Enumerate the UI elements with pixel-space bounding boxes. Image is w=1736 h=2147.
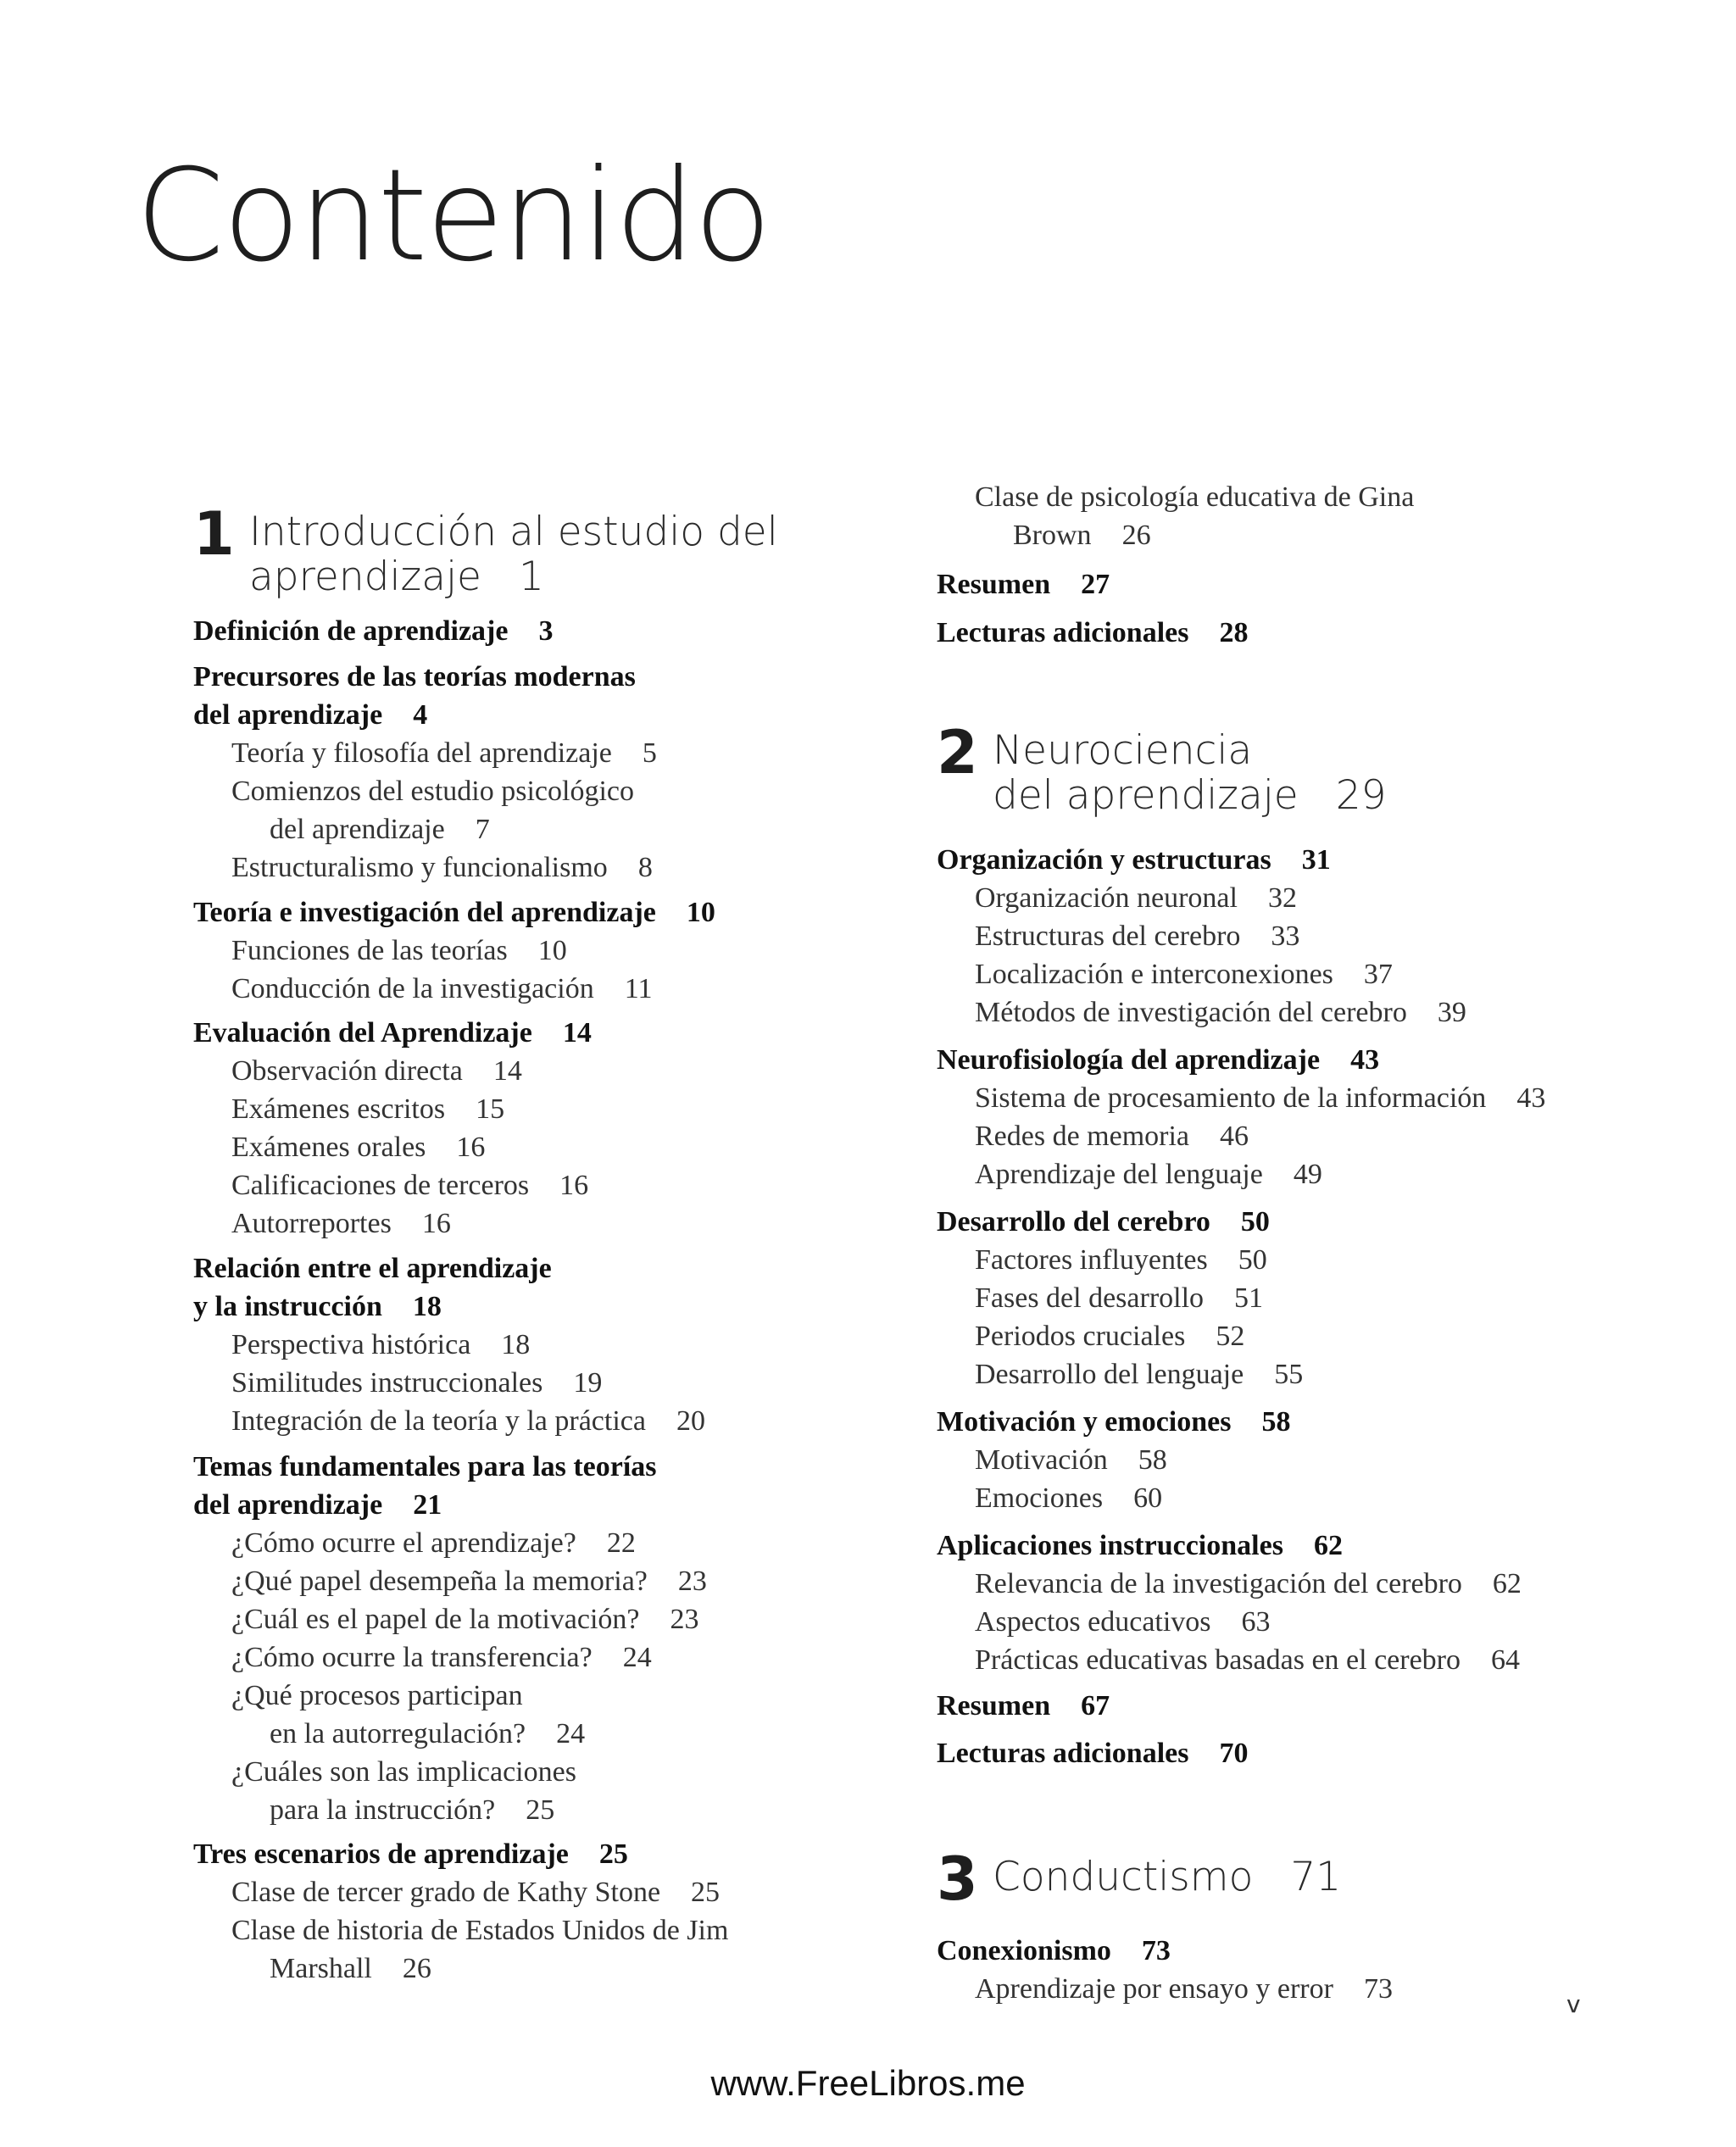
toc-entry-title: Métodos de investigación del cerebro xyxy=(975,997,1407,1028)
chapter-page-number: 71 xyxy=(1290,1854,1342,1900)
toc-entry-title: y la instrucción xyxy=(193,1291,382,1322)
toc-entry-title: Prácticas educativas basadas en el cerebro xyxy=(975,1644,1461,1676)
toc-entry-title: para la instrucción? xyxy=(270,1794,496,1826)
toc-entry-title: Brown xyxy=(1013,520,1092,551)
toc-entry xyxy=(231,772,994,810)
toc-entry xyxy=(231,1911,994,1950)
toc-entry xyxy=(975,1441,1736,1479)
toc-entry xyxy=(975,1970,1736,2008)
chapter-number: 3 xyxy=(937,1844,978,1914)
toc-entry xyxy=(270,1950,1032,1988)
toc-page-number: 43 xyxy=(1516,1082,1546,1114)
toc-entry xyxy=(975,1641,1736,1679)
toc-entry-title: Definición de aprendizaje xyxy=(193,615,509,647)
toc-entry-title: en la autorregulación? xyxy=(270,1718,526,1749)
toc-entry-title: Neurofisiología del aprendizaje xyxy=(937,1044,1321,1076)
toc-page-number: 3 xyxy=(538,615,554,647)
toc-entry-title: Clase de tercer grado de Kathy Stone xyxy=(231,1877,661,1908)
toc-page-number: 64 xyxy=(1491,1644,1520,1676)
toc-entry xyxy=(975,917,1736,955)
footer-url: www.FreeLibros.me xyxy=(710,2063,1026,2103)
toc-entry-title: Precursores de las teorías modernas xyxy=(193,661,636,692)
toc-page-number: 25 xyxy=(598,1838,628,1870)
toc-entry-title: del aprendizaje xyxy=(193,1489,383,1521)
toc-entry xyxy=(975,1241,1736,1279)
toc-entry xyxy=(193,1486,956,1524)
toc-entry xyxy=(937,1403,1700,1441)
chapter-title-line: Introducción al estudio del xyxy=(249,509,778,555)
toc-page-number: 10 xyxy=(537,935,567,966)
toc-entry xyxy=(270,1791,1032,1829)
toc-entry xyxy=(231,1326,994,1364)
toc-entry-title: Teoría e investigación del aprendizaje xyxy=(193,897,656,928)
toc-page-number: 52 xyxy=(1216,1321,1245,1352)
toc-page-number: 39 xyxy=(1437,997,1466,1028)
toc-entry xyxy=(231,1600,994,1638)
toc-entry xyxy=(231,1524,994,1562)
toc-entry-title: Aplicaciones instruccionales xyxy=(937,1530,1283,1561)
toc-page-number: 7 xyxy=(475,814,490,845)
toc-entry-title: ¿Qué papel desempeña la memoria? xyxy=(231,1566,648,1597)
toc-entry xyxy=(193,612,956,650)
toc-entry-title: Localización e interconexiones xyxy=(975,959,1333,990)
toc-page-number: 16 xyxy=(421,1208,451,1239)
toc-entry xyxy=(231,1128,994,1166)
toc-entry-title: Aprendizaje del lenguaje xyxy=(975,1159,1263,1190)
toc-entry-title: Emociones xyxy=(975,1482,1104,1514)
toc-page-number: 15 xyxy=(476,1093,505,1125)
toc-page-number: 58 xyxy=(1261,1406,1291,1438)
toc-page-number: 4 xyxy=(413,699,428,731)
toc-page-number: 62 xyxy=(1492,1568,1522,1599)
toc-entry xyxy=(231,1873,994,1911)
chapter-page-number: 1 xyxy=(518,553,544,600)
toc-entry xyxy=(231,848,994,887)
toc-entry xyxy=(975,478,1736,516)
toc-entry-title: Desarrollo del cerebro xyxy=(937,1206,1210,1238)
toc-entry-title: Conexionismo xyxy=(937,1935,1111,1966)
toc-entry xyxy=(975,1355,1736,1393)
toc-entry xyxy=(975,1479,1736,1517)
toc-entry-title: ¿Cuáles son las implicaciones xyxy=(231,1756,576,1788)
toc-page-number: 25 xyxy=(691,1877,721,1908)
toc-entry-title: ¿Qué procesos participan xyxy=(231,1680,523,1711)
toc-entry-title: Perspectiva histórica xyxy=(231,1329,471,1360)
toc-entry xyxy=(937,614,1700,652)
toc-entry-title: Estructuras del cerebro xyxy=(975,921,1241,952)
toc-entry xyxy=(193,893,956,932)
chapter-heading xyxy=(937,1844,1615,1914)
toc-page-number: 11 xyxy=(624,973,653,1004)
toc-entry-title: Teoría y filosofía del aprendizaje xyxy=(231,737,612,769)
toc-entry xyxy=(975,1317,1736,1355)
toc-entry xyxy=(975,1079,1736,1117)
toc-entry xyxy=(193,1448,956,1486)
toc-entry-title: Integración de la teoría y la práctica xyxy=(231,1405,646,1437)
toc-entry-title: Relevancia de la investigación del cerebro xyxy=(975,1568,1462,1599)
toc-entry-title: Exámenes orales xyxy=(231,1132,426,1163)
toc-page-number: 8 xyxy=(637,852,653,883)
chapter-heading xyxy=(193,499,871,600)
toc-page-number: 32 xyxy=(1267,882,1297,914)
toc-page-number: 63 xyxy=(1241,1606,1271,1638)
toc-entry xyxy=(1013,516,1736,554)
toc-page-number: 67 xyxy=(1081,1690,1110,1721)
toc-entry-title: Observación directa xyxy=(231,1055,463,1087)
toc-entry-title: Clase de historia de Estados Unidos de Jim xyxy=(231,1915,729,1946)
toc-entry xyxy=(937,841,1700,879)
toc-page-number: 14 xyxy=(492,1055,522,1087)
toc-page-number: 28 xyxy=(1219,617,1249,648)
toc-entry xyxy=(975,1117,1736,1155)
toc-entry xyxy=(975,1279,1736,1317)
toc-entry xyxy=(231,1638,994,1677)
toc-page-number: 25 xyxy=(526,1794,555,1826)
toc-entry xyxy=(231,1204,994,1243)
toc-entry-title: Conducción de la investigación xyxy=(231,973,594,1004)
toc-page-number: 31 xyxy=(1301,844,1331,876)
toc-entry xyxy=(937,1041,1700,1079)
toc-page-number: 33 xyxy=(1271,921,1300,952)
chapter-number: 1 xyxy=(193,499,235,569)
toc-entry xyxy=(193,1014,956,1052)
toc-entry xyxy=(231,734,994,772)
toc-entry xyxy=(193,658,956,696)
toc-entry xyxy=(937,1687,1700,1725)
toc-page-number: 18 xyxy=(412,1291,442,1322)
toc-entry-title: Lecturas adicionales xyxy=(937,617,1189,648)
toc-entry xyxy=(231,1402,994,1440)
toc-page-number: 26 xyxy=(402,1953,431,1984)
toc-page-number: 26 xyxy=(1121,520,1151,551)
toc-entry xyxy=(270,1715,1032,1753)
chapter-title xyxy=(993,1849,1341,1899)
toc-entry-title: Comienzos del estudio psicológico xyxy=(231,776,634,807)
toc-page-number: 16 xyxy=(456,1132,486,1163)
toc-entry xyxy=(231,1052,994,1090)
toc-entry xyxy=(231,932,994,970)
toc-page-number: 50 xyxy=(1240,1206,1270,1238)
chapter-title-line: Conductismo xyxy=(993,1854,1254,1900)
chapter-heading xyxy=(937,718,1615,819)
toc-page-number: 46 xyxy=(1220,1121,1249,1152)
toc-entry-title: ¿Cómo ocurre el aprendizaje? xyxy=(231,1527,576,1559)
toc-entry xyxy=(975,879,1736,917)
toc-page-number: 18 xyxy=(501,1329,531,1360)
toc-entry xyxy=(193,696,956,734)
toc-entry-title: Temas fundamentales para las teorías xyxy=(193,1451,657,1482)
toc-entry-title: Tres escenarios de aprendizaje xyxy=(193,1838,569,1870)
toc-entry-title: Desarrollo del lenguaje xyxy=(975,1359,1244,1390)
toc-entry xyxy=(937,1932,1700,1970)
toc-entry-title: ¿Cómo ocurre la transferencia? xyxy=(231,1642,593,1673)
toc-entry-title: Organización y estructuras xyxy=(937,844,1271,876)
chapter-title-line: aprendizaje xyxy=(249,553,481,600)
toc-entry-title: Clase de psicología educativa de Gina xyxy=(975,481,1415,513)
toc-entry-title: Exámenes escritos xyxy=(231,1093,446,1125)
toc-entry xyxy=(937,1734,1700,1772)
toc-entry xyxy=(193,1288,956,1326)
toc-entry-title: Resumen xyxy=(937,569,1051,600)
toc-page-number: 43 xyxy=(1350,1044,1380,1076)
toc-entry-title: Relación entre el aprendizaje xyxy=(193,1253,552,1284)
toc-entry xyxy=(231,1562,994,1600)
toc-entry xyxy=(231,1166,994,1204)
toc-entry-title: Autorreportes xyxy=(231,1208,392,1239)
toc-page-number: 27 xyxy=(1081,569,1110,600)
toc-entry-title: ¿Cuál es el papel de la motivación? xyxy=(231,1604,640,1635)
toc-entry-title: Funciones de las teorías xyxy=(231,935,508,966)
toc-page-number: 58 xyxy=(1138,1444,1167,1476)
chapter-title-line: Neurociencia xyxy=(993,727,1253,774)
toc-page-number: 24 xyxy=(622,1642,652,1673)
toc-page-number: 23 xyxy=(677,1566,707,1597)
toc-entry-title: Fases del desarrollo xyxy=(975,1282,1205,1314)
toc-entry-title: Calificaciones de terceros xyxy=(231,1170,530,1201)
toc-entry xyxy=(975,1603,1736,1641)
toc-page-number: 73 xyxy=(1363,1973,1393,2005)
toc-entry-title: Periodos cruciales xyxy=(975,1321,1186,1352)
toc-entry-title: Resumen xyxy=(937,1690,1051,1721)
toc-page-number: 14 xyxy=(562,1017,592,1048)
toc-entry-title: Aprendizaje por ensayo y error xyxy=(975,1973,1333,2005)
toc-entry xyxy=(231,1090,994,1128)
chapter-title xyxy=(993,723,1387,818)
chapter-number: 2 xyxy=(937,718,978,787)
toc-entry-title: Evaluación del Aprendizaje xyxy=(193,1017,532,1048)
toc-entry-title: Lecturas adicionales xyxy=(937,1738,1189,1769)
toc-entry xyxy=(231,1753,994,1791)
page-folio: v xyxy=(1566,1990,1581,2018)
toc-entry-title: Motivación y emociones xyxy=(937,1406,1232,1438)
toc-entry xyxy=(270,810,1032,848)
toc-entry xyxy=(975,1565,1736,1603)
toc-page-number: 62 xyxy=(1313,1530,1343,1561)
toc-entry xyxy=(975,1155,1736,1193)
toc-entry-title: del aprendizaje xyxy=(193,699,383,731)
toc-entry-title: Marshall xyxy=(270,1953,372,1984)
toc-entry-title: Similitudes instruccionales xyxy=(231,1367,543,1399)
toc-entry-title: Motivación xyxy=(975,1444,1108,1476)
toc-page-number: 5 xyxy=(642,737,657,769)
toc-entry xyxy=(937,565,1700,603)
toc-entry-title: Factores influyentes xyxy=(975,1244,1208,1276)
toc-entry xyxy=(193,1835,956,1873)
toc-page-number: 55 xyxy=(1274,1359,1304,1390)
chapter-title-line: del aprendizaje xyxy=(993,772,1299,819)
chapter-title xyxy=(249,504,778,599)
toc-entry xyxy=(937,1203,1700,1241)
toc-page-number: 10 xyxy=(686,897,715,928)
toc-page-number: 51 xyxy=(1234,1282,1264,1314)
toc-page-number: 60 xyxy=(1133,1482,1163,1514)
toc-page-number: 20 xyxy=(676,1405,705,1437)
toc-page-number: 23 xyxy=(670,1604,699,1635)
toc-page-number: 24 xyxy=(556,1718,586,1749)
toc-page-number: 22 xyxy=(606,1527,636,1559)
toc-entry xyxy=(231,1677,994,1715)
toc-page-number: 70 xyxy=(1219,1738,1249,1769)
toc-entry-title: Organización neuronal xyxy=(975,882,1238,914)
page-title: Contenido xyxy=(136,142,771,290)
toc-entry xyxy=(975,993,1736,1032)
chapter-page-number: 29 xyxy=(1335,772,1387,819)
toc-page-number: 73 xyxy=(1141,1935,1171,1966)
toc-entry xyxy=(975,955,1736,993)
toc-entry-title: Estructuralismo y funcionalismo xyxy=(231,852,608,883)
toc-entry-title: Redes de memoria xyxy=(975,1121,1190,1152)
toc-page-number: 37 xyxy=(1363,959,1393,990)
toc-page-number: 50 xyxy=(1238,1244,1267,1276)
toc-entry-title: Sistema de procesamiento de la información xyxy=(975,1082,1487,1114)
toc-page-number: 19 xyxy=(573,1367,603,1399)
toc-page-number: 49 xyxy=(1293,1159,1322,1190)
toc-entry xyxy=(231,1364,994,1402)
toc-page-number: 16 xyxy=(559,1170,589,1201)
toc-entry xyxy=(937,1527,1700,1565)
toc-entry xyxy=(231,970,994,1008)
toc-page-number: 21 xyxy=(413,1489,442,1521)
toc-entry xyxy=(193,1249,956,1288)
toc-entry-title: Aspectos educativos xyxy=(975,1606,1211,1638)
toc-entry-title: del aprendizaje xyxy=(270,814,445,845)
